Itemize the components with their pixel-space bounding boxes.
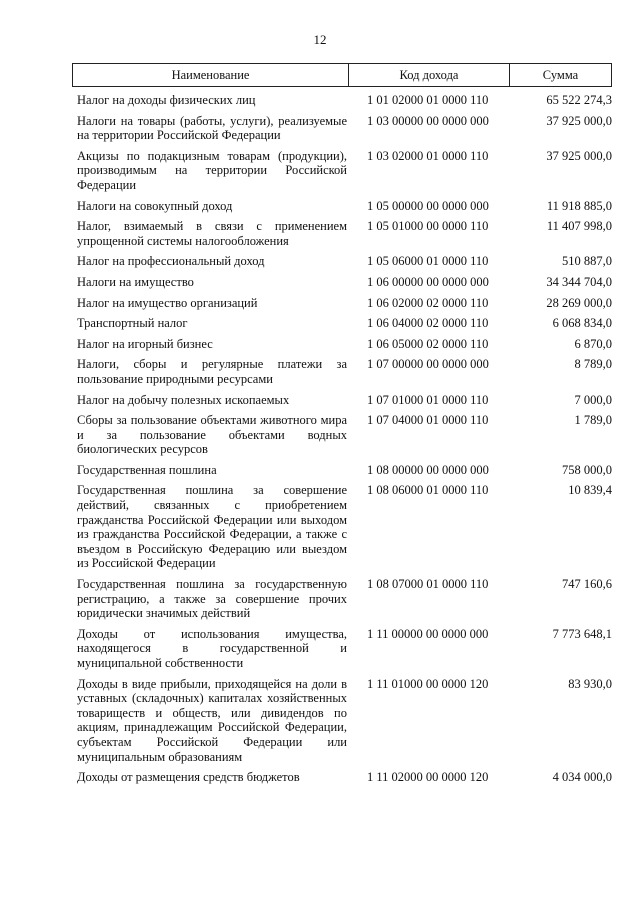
row-name: Налог на добычу полезных ископаемых — [77, 392, 290, 407]
row-sum: 747 160,6 — [562, 577, 612, 592]
row-code: 1 11 02000 00 0000 120 — [367, 770, 489, 785]
row-name: Акцизы по подакцизным товарам (продукции), производимым на территории Российской Федерации — [77, 148, 347, 192]
row-name: Налог на профессиональный доход — [77, 254, 265, 269]
row-name: Налог на имущество организаций — [77, 295, 258, 310]
row-sum: 6 870,0 — [574, 336, 612, 351]
row-name: Государственная пошлина за совершение действий, связанных с приобретением гражданства Российской Федерации или выходом из гражданства Российской Федерации, а также с въездом в Российскую Федерацию или выездом из Российской Федерации — [77, 483, 347, 571]
table-row — [72, 114, 612, 143]
header-code: Код дохода — [349, 64, 510, 86]
row-sum: 28 269 000,0 — [546, 295, 612, 310]
table-row — [72, 275, 612, 290]
row-sum: 83 930,0 — [568, 676, 612, 691]
row-name: Доходы в виде прибыли, приходящейся на доли в уставных (складочных) капиталах хозяйственных товариществ и обществ, или дивидендов по акциям, принадлежащим Российской Федерации, субъектам Российской Федерации или муниципальным образованиям — [77, 676, 347, 764]
table-row — [72, 627, 612, 671]
table-row — [72, 677, 612, 765]
table-row — [72, 357, 612, 386]
table-row — [72, 393, 612, 408]
table-row — [72, 199, 612, 214]
row-sum: 10 839,4 — [568, 483, 612, 498]
row-sum: 37 925 000,0 — [546, 148, 612, 163]
row-code: 1 06 00000 00 0000 000 — [367, 274, 489, 289]
table-row — [72, 254, 612, 269]
row-sum: 4 034 000,0 — [552, 770, 612, 785]
row-code: 1 11 01000 00 0000 120 — [367, 676, 489, 691]
row-name: Государственная пошлина — [77, 462, 217, 477]
row-name: Доходы от использования имущества, находящегося в государственной и муниципальной собственности — [77, 626, 347, 670]
row-name: Налоги на имущество — [77, 274, 194, 289]
row-code: 1 05 01000 00 0000 110 — [367, 219, 489, 234]
row-code: 1 05 06000 01 0000 110 — [367, 254, 489, 269]
table-row — [72, 483, 612, 571]
row-code: 1 06 04000 02 0000 110 — [367, 316, 489, 331]
row-name: Государственная пошлина за государственную регистрацию, а также за совершение прочих юридически значимых действий — [77, 577, 347, 621]
table-header — [72, 63, 612, 87]
header-sum: Сумма — [542, 67, 579, 82]
row-sum: 11 407 998,0 — [546, 219, 612, 234]
row-sum: 8 789,0 — [574, 357, 612, 372]
row-code: 1 01 02000 01 0000 110 — [367, 93, 489, 107]
row-code: 1 07 04000 01 0000 110 — [367, 413, 489, 428]
table-row — [72, 149, 612, 193]
row-code: 1 06 05000 02 0000 110 — [367, 336, 489, 351]
row-sum: 11 918 885,0 — [546, 198, 612, 213]
table-row — [72, 219, 612, 248]
row-name: Налоги на товары (работы, услуги), реализуемые на территории Российской Федерации — [77, 113, 347, 143]
row-name: Сборы за пользование объектами животного мира и за пользование объектами водных биологических ресурсов — [77, 413, 347, 457]
table-body — [72, 93, 612, 785]
header-name: Наименование — [73, 64, 349, 86]
row-code: 1 08 00000 00 0000 000 — [367, 462, 489, 477]
row-sum: 758 000,0 — [562, 462, 612, 477]
row-sum: 7 773 648,1 — [552, 626, 612, 641]
table-row — [72, 770, 612, 785]
row-code: 1 05 00000 00 0000 000 — [367, 198, 489, 213]
row-name: Транспортный налог — [77, 316, 188, 331]
table-row — [72, 93, 612, 108]
row-name: Налог на доходы физических лиц — [77, 93, 256, 107]
row-name: Налог, взимаемый в связи с применением упрощенной системы налогообложения — [77, 219, 347, 248]
row-sum: 510 887,0 — [562, 254, 612, 269]
row-sum: 1 789,0 — [574, 413, 612, 428]
row-code: 1 03 00000 00 0000 000 — [367, 113, 489, 128]
row-code: 1 07 00000 00 0000 000 — [367, 357, 489, 372]
row-code: 1 03 02000 01 0000 110 — [367, 148, 489, 163]
row-code: 1 06 02000 02 0000 110 — [367, 295, 489, 310]
table-row — [72, 577, 612, 621]
row-sum: 37 925 000,0 — [546, 113, 612, 128]
row-code: 1 11 00000 00 0000 000 — [367, 626, 489, 641]
table-row — [72, 463, 612, 478]
row-sum: 65 522 274,3 — [546, 93, 612, 107]
table-row — [72, 316, 612, 331]
table-row — [72, 296, 612, 311]
row-code: 1 08 06000 01 0000 110 — [367, 483, 489, 498]
page-number: 12 — [313, 32, 327, 47]
row-sum: 7 000,0 — [574, 392, 612, 407]
table-row — [72, 337, 612, 352]
row-sum: 34 344 704,0 — [546, 274, 612, 289]
row-name: Налоги, сборы и регулярные платежи за пользование природными ресурсами — [77, 357, 347, 386]
revenue-table — [72, 63, 612, 785]
row-name: Доходы от размещения средств бюджетов — [77, 770, 300, 785]
table-row — [72, 413, 612, 457]
row-sum: 6 068 834,0 — [552, 316, 612, 331]
row-code: 1 07 01000 01 0000 110 — [367, 392, 489, 407]
row-code: 1 08 07000 01 0000 110 — [367, 577, 489, 592]
row-name: Налог на игорный бизнес — [77, 336, 213, 351]
row-name: Налоги на совокупный доход — [77, 198, 233, 213]
